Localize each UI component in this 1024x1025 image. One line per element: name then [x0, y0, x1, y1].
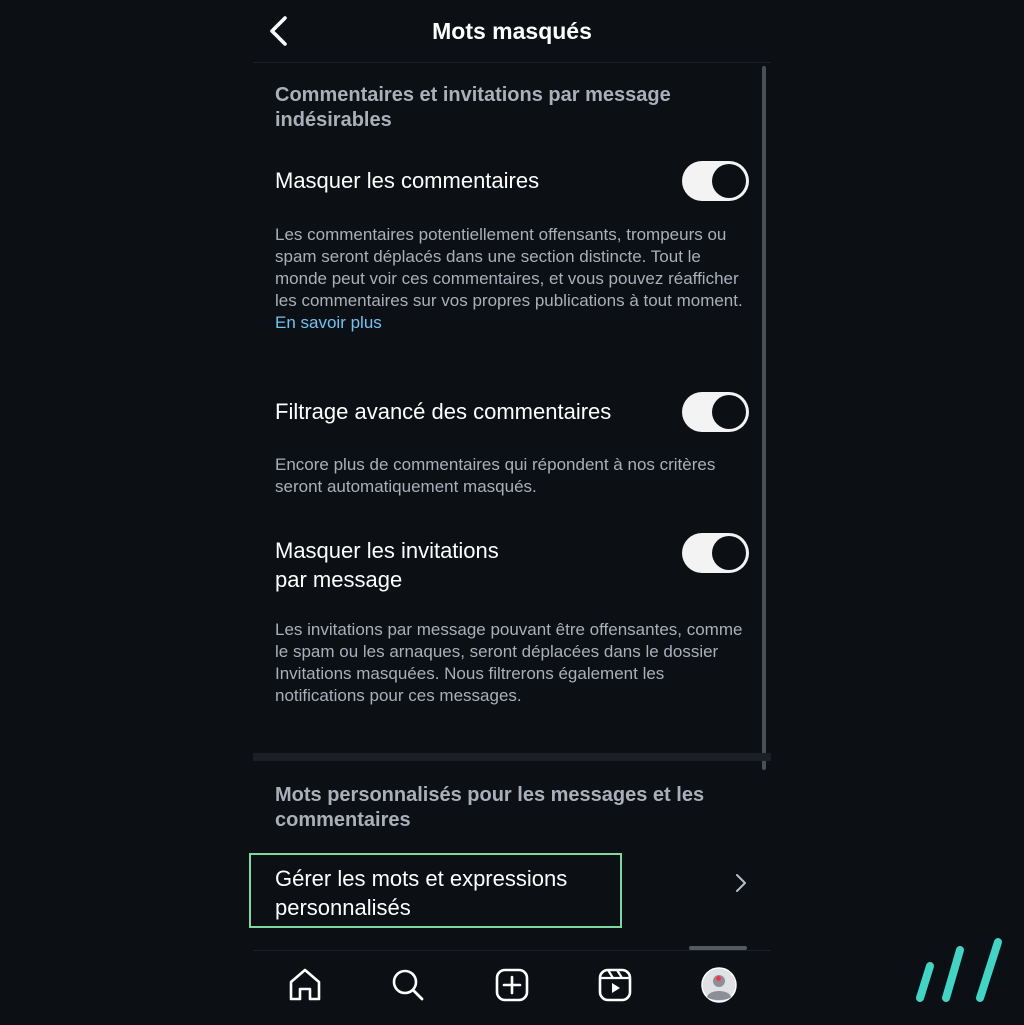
learn-more-link[interactable]: En savoir plus: [275, 313, 382, 332]
hide-comments-toggle[interactable]: [682, 161, 749, 201]
screen: [253, 0, 771, 1024]
brand-logo: [914, 936, 1006, 1006]
header-bar: [253, 0, 771, 63]
toggle-knob: [712, 536, 746, 570]
hide-message-requests-description: Les invitations par message pouvant être offensantes, comme le spam ou les arnaques, seront déplacées dans le dossier Invitations masquées. Nous filtrerons également les notifications pour ces messages.: [275, 620, 743, 705]
advanced-filter-label: Filtrage avancé des commentaires: [275, 399, 612, 424]
scrollbar[interactable]: [762, 66, 766, 770]
hide-message-requests-label-line1: Masquer les invitations: [275, 538, 499, 563]
bottom-nav: [253, 950, 771, 1025]
hide-message-requests-toggle[interactable]: [682, 533, 749, 573]
hide-message-requests-label-line2: par message: [275, 567, 403, 592]
section-divider: [253, 753, 771, 761]
manage-custom-words-label-line2: personnalisés: [275, 895, 411, 920]
toggle-knob: [712, 164, 746, 198]
search-icon[interactable]: [388, 965, 428, 1005]
profile-icon[interactable]: [699, 965, 739, 1005]
hide-comments-description-text: Les commentaires potentiellement offensants, trompeurs ou spam seront déplacés dans une section distincte. Tout le monde peut voir ces commentaires, et vous pouvez réafficher les commentaires sur vos propres publications à tout moment.: [275, 225, 743, 310]
manage-custom-words-label-line1: Gérer les mots et expressions: [275, 866, 568, 891]
create-icon[interactable]: [492, 965, 532, 1005]
advanced-filter-description: Encore plus de commentaires qui répondent à nos critères seront automatiquement masqués.: [275, 455, 716, 496]
reels-icon[interactable]: [595, 965, 635, 1005]
advanced-filter-toggle[interactable]: [682, 392, 749, 432]
section-title-custom-words: Mots personnalisés pour les messages et les commentaires: [275, 784, 705, 831]
section-title-unwanted: Commentaires et invitations par message indésirables: [275, 84, 671, 131]
notification-dot: [716, 976, 721, 981]
page-title: Mots masqués: [432, 18, 592, 44]
hide-message-requests-label: [275, 536, 499, 594]
toggle-knob: [712, 395, 746, 429]
hide-comments-description: [275, 224, 753, 334]
hide-comments-label: Masquer les commentaires: [275, 168, 540, 193]
highlight-frame: [249, 853, 622, 928]
chevron-right-icon: [731, 870, 751, 896]
home-icon[interactable]: [285, 965, 325, 1005]
